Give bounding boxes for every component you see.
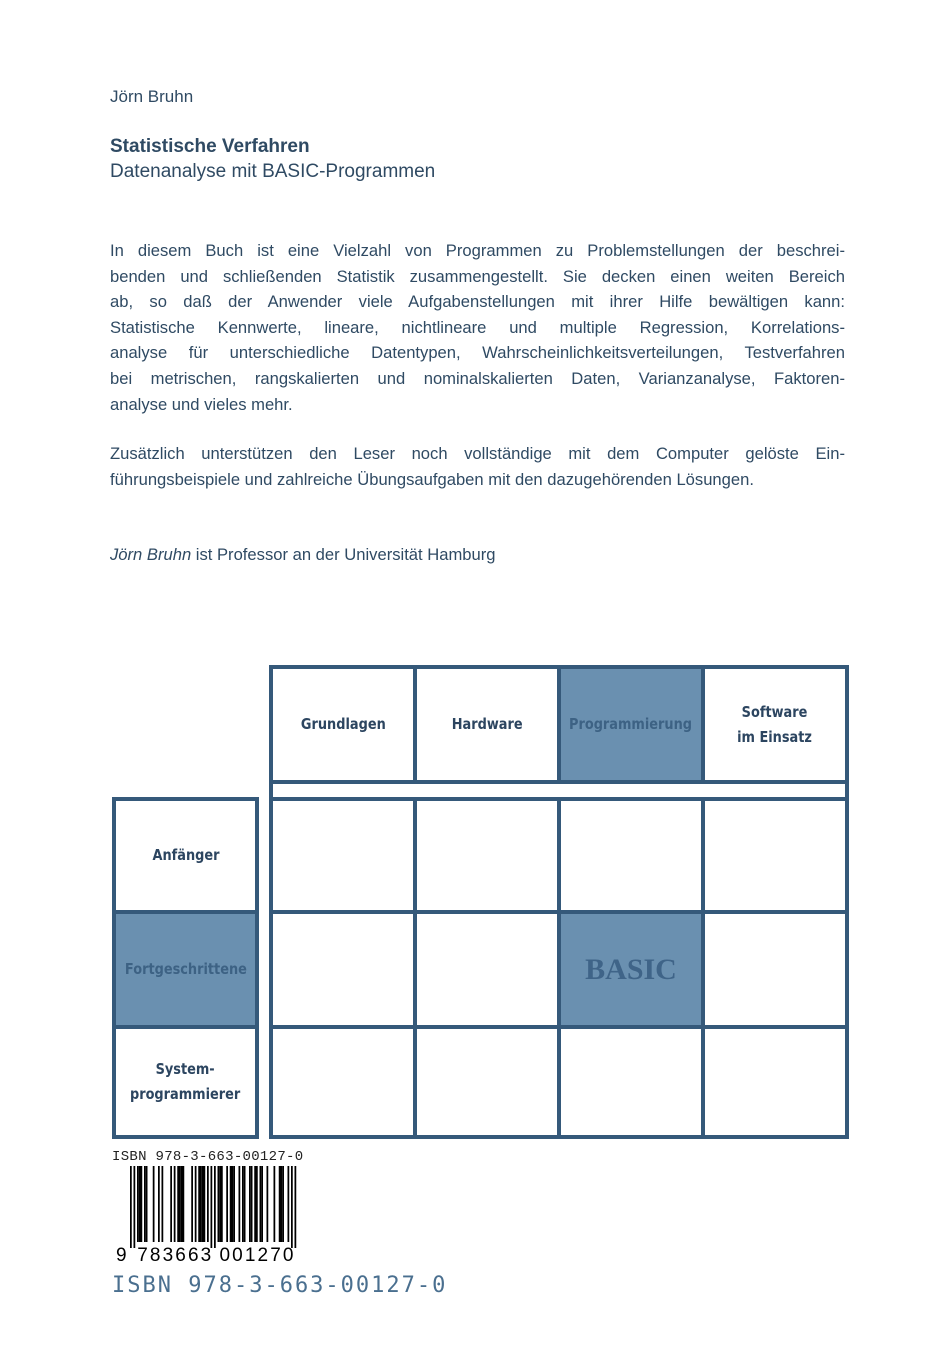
text-line: bei metrischen, rangskalierten und nominalskalierten Daten, Varianzanalyse, Faktoren- <box>110 368 845 388</box>
barcode-bar <box>141 1166 143 1242</box>
isbn-number: ISBN 978-3-663-00127-0 <box>112 1273 448 1298</box>
barcode-bar <box>233 1166 235 1242</box>
barcode-bar <box>139 1166 141 1242</box>
grid-cell <box>701 1025 849 1139</box>
barcode-bar <box>256 1166 258 1242</box>
barcode-bar <box>191 1166 193 1242</box>
column-header <box>413 665 561 784</box>
barcode-bar <box>244 1166 246 1242</box>
barcode-bar <box>226 1166 228 1242</box>
barcode-bar <box>181 1166 183 1242</box>
cell-label: im Einsatz <box>737 727 813 746</box>
barcode-bar <box>267 1166 269 1242</box>
barcode <box>116 1166 303 1266</box>
text-line: benden und schließenden Statistik zusammengestellt. Sie decken einen weiten Bereich <box>110 266 845 286</box>
text-line: analyse für unterschiedliche Datentypen, Wahrscheinlichkeitsverteilungen, Testverfahren <box>110 343 845 363</box>
grid-cell <box>413 797 561 914</box>
barcode-bar <box>282 1166 284 1242</box>
barcode-bar <box>221 1166 223 1242</box>
column-header <box>557 665 705 784</box>
barcode-bar <box>242 1166 244 1242</box>
grid-cell <box>413 1025 561 1139</box>
barcode-bar <box>174 1166 176 1242</box>
cell-label: Grundlagen <box>300 715 386 733</box>
barcode-bar <box>279 1166 281 1242</box>
row-header <box>112 1025 259 1139</box>
barcode-isbn-label: ISBN 978-3-663-00127-0 <box>112 1149 304 1165</box>
barcode-bar <box>177 1166 179 1242</box>
grid-cell <box>701 910 849 1029</box>
grid-cell <box>701 797 849 914</box>
cell-label: System- <box>155 1060 216 1078</box>
barcode-bar <box>153 1166 155 1242</box>
barcode-bar <box>200 1166 202 1242</box>
description-paragraph-2 <box>110 441 845 492</box>
grid-cell <box>557 1025 705 1139</box>
cell-label: Hardware <box>451 715 523 733</box>
barcode-bar <box>219 1166 221 1242</box>
barcode-digits: 001270 <box>219 1245 294 1266</box>
grid-cell <box>557 910 705 1029</box>
barcode-bar <box>260 1166 262 1242</box>
book-title: Statistische Verfahren <box>110 136 310 157</box>
text-line: In diesem Buch ist eine Vielzahl von Programmen zu Problemstellungen der beschrei- <box>110 241 845 260</box>
barcode-bar <box>254 1166 256 1242</box>
barcode-bar <box>207 1166 209 1242</box>
barcode-bar <box>204 1166 206 1242</box>
bio-text: ist Professor an der Universität Hamburg <box>191 545 496 564</box>
text-line: analyse und vieles mehr. <box>110 394 293 414</box>
grid-cell <box>269 797 417 914</box>
barcode-bar <box>274 1166 276 1242</box>
grid-cell <box>413 910 561 1029</box>
barcode-bar <box>218 1166 220 1242</box>
basic-label: BASIC <box>585 953 677 986</box>
barcode-bar <box>137 1166 139 1242</box>
grid-cell <box>269 910 417 1029</box>
cell-label: programmierer <box>130 1085 241 1103</box>
row-header <box>112 797 259 914</box>
author-name: Jörn Bruhn <box>110 87 194 106</box>
cell-label: Fortgeschrittene <box>124 960 247 978</box>
description-paragraph-1 <box>110 238 845 417</box>
barcode-bar <box>162 1166 164 1242</box>
text-line: führungsbeispiele und zahlreiche Übungsaufgaben mit den dazugehörenden Lösungen. <box>110 469 754 489</box>
barcode-bar <box>158 1166 160 1242</box>
barcode-bar <box>230 1166 232 1242</box>
barcode-digits: 783663 <box>137 1245 212 1266</box>
barcode-bar <box>281 1166 283 1242</box>
barcode-bar <box>239 1166 241 1242</box>
barcode-bar <box>130 1166 132 1248</box>
barcode-bar <box>170 1166 172 1242</box>
column-header <box>701 665 849 784</box>
barcode-bar <box>198 1166 200 1242</box>
barcode-bar <box>214 1166 216 1248</box>
grid-cell <box>557 797 705 914</box>
barcode-bar <box>232 1166 234 1242</box>
barcode-bar <box>195 1166 197 1242</box>
barcode-bar <box>202 1166 204 1242</box>
cell-label: Programmierung <box>569 715 693 733</box>
barcode-bar <box>295 1166 297 1248</box>
barcode-bar <box>249 1166 251 1242</box>
text-line: ab, so daß der Anwender viele Aufgabenstellungen mit ihrer Hilfe bewältigen kann: <box>110 292 845 312</box>
text-line: Zusätzlich unterstützen den Leser noch vollständige mit dem Computer gelöste Ein- <box>110 444 845 463</box>
barcode-bar <box>251 1166 253 1242</box>
barcode-bar <box>144 1166 146 1242</box>
barcode-bar <box>183 1166 185 1242</box>
barcode-bar <box>291 1166 293 1248</box>
barcode-bar <box>146 1166 148 1242</box>
author-bio <box>110 545 496 565</box>
barcode-bar <box>288 1166 290 1242</box>
barcode-bar <box>134 1166 136 1248</box>
cell-label: Software <box>742 702 808 721</box>
barcode-bar <box>261 1166 263 1242</box>
barcode-bar <box>179 1166 181 1242</box>
barcode-bar <box>211 1166 213 1248</box>
cell-label: Anfänger <box>151 846 220 864</box>
column-header <box>269 665 417 784</box>
grid-cell <box>269 1025 417 1139</box>
barcode-digits: 9 <box>116 1245 127 1266</box>
row-header <box>112 910 259 1029</box>
book-subtitle: Datenanalyse mit BASIC-Programmen <box>110 161 436 182</box>
text-line: Statistische Kennwerte, lineare, nichtlineare und multiple Regression, Korrelations- <box>110 317 845 337</box>
bio-name: Jörn Bruhn <box>110 545 192 564</box>
